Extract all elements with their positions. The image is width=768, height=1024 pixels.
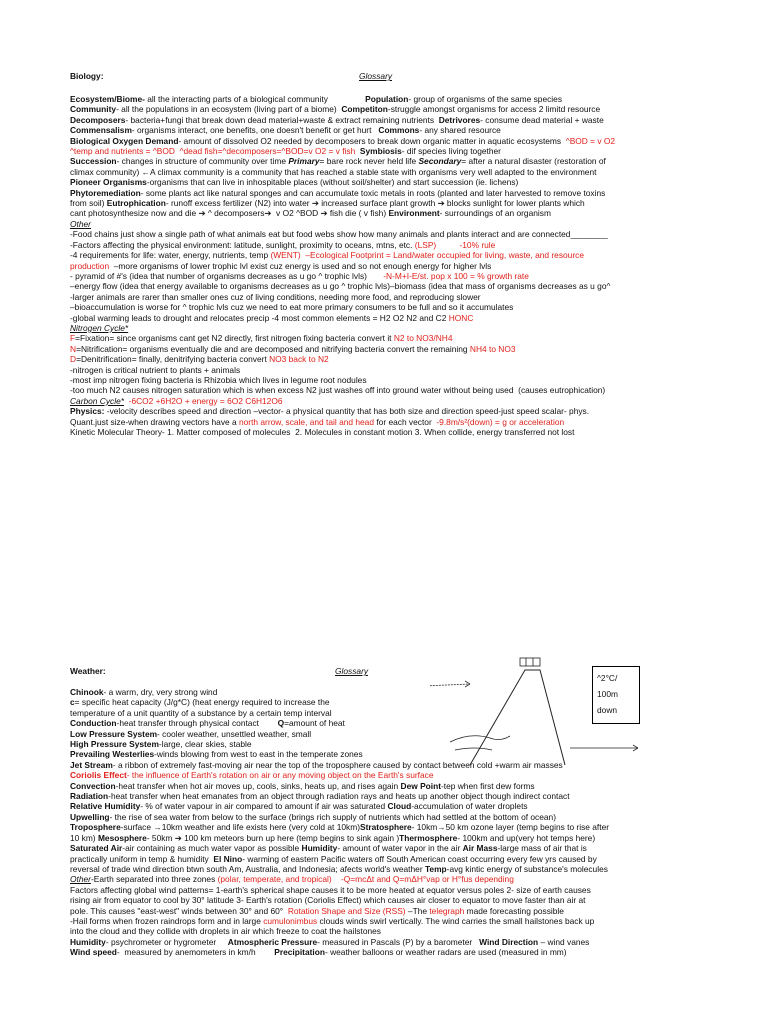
biology-text-segment: Ecosystem/Biome- [70, 94, 145, 104]
weather-text-segment: - 50km ➔ 100 km meteors burn up here (temp begins to sink again ) [146, 832, 400, 843]
weather-text-segment: telegraph [429, 905, 465, 916]
biology-text-segment: north arrow, scale, and tail and head [238, 416, 375, 427]
biology-text-segment: - runoff excess fertilizer (N2) into water ➔ increased surface plant growth ➔ blocks sunlight for lower plants which [165, 198, 585, 209]
biology-text-segment: Kinetic Molecular Theory- 1. Matter composed of molecules 2. Molecules in constant motion 3. When collide, energy transferred not lost [70, 427, 575, 437]
biology-text-segment: Symbiosis [359, 146, 402, 157]
weather-line [70, 916, 609, 926]
weather-text-segment: Radiation [70, 791, 109, 802]
biology-text-segment: -N-M+I-E/st. pop x 100 = % growth rate [383, 270, 529, 281]
biology-line [70, 302, 615, 312]
biology-glossary-heading: Glossary [359, 71, 393, 81]
biology-text-segment: –more organisms of lower trophic lvl exist cuz energy is used and so not enough energy for higher lvls [109, 260, 492, 271]
biology-text-segment: - surroundings of an organism [439, 208, 551, 219]
biology-line [70, 167, 615, 177]
weather-text-segment: Humidity [301, 843, 338, 854]
lapse-rate-line-2: 100m [597, 689, 618, 699]
weather-text-segment: Saturated Air [70, 843, 123, 854]
biology-text-segment: Biological Oxygen Demand [70, 135, 179, 146]
weather-text-segment: 10 km) [70, 832, 98, 843]
biology-text-segment: Competiton [341, 104, 388, 115]
biology-text-segment: - dif species living together [401, 146, 501, 157]
biology-text-segment: Succession [70, 156, 117, 167]
weather-text-segment: Temp [424, 863, 447, 874]
biology-text-segment: Nitrogen Cycle* [70, 322, 129, 333]
biology-text-segment: -10% rule [459, 239, 496, 250]
biology-text-segment: = after a natural disaster (restoration of [461, 156, 606, 167]
biology-text-segment: - pyramid of #'s (idea that number of organisms decreases as u go ^ trophic lvls) [70, 270, 384, 281]
weather-text-segment: -winds blowing from west to east in the temperate zones [154, 749, 363, 760]
weather-line [70, 843, 609, 853]
biology-line [70, 250, 615, 260]
weather-text-segment: = specific heat capacity (J/g*C) (heat energy required to increase the [74, 697, 330, 708]
biology-text-segment: Environment [388, 208, 440, 219]
weather-text-segment: (polar, temperate, and tropical) [217, 874, 332, 885]
biology-text-segment: - group of organisms of the same species [408, 94, 563, 104]
weather-text-segment: Conduction [70, 718, 117, 729]
weather-text-segment: practically uniform in temp & humidity [70, 853, 214, 864]
weather-text-segment: Convection [70, 780, 116, 791]
biology-text-segment: Carbon Cycle* [70, 395, 124, 406]
biology-line [70, 229, 615, 239]
biology-text-segment: -most imp nitrogen fixing bacteria is Rhizobia which lives in legume root nodules [70, 374, 367, 385]
weather-text-segment: Prevailing Westerlies [70, 749, 155, 760]
weather-line [70, 906, 609, 916]
weather-text-segment: -large mass of air that is [497, 843, 587, 854]
biology-text-segment: -Factors affecting the physical environment: latitude, sunlight, proximity to oceans, mtns, etc. [70, 239, 415, 250]
biology-text-segment: Community [70, 104, 117, 115]
weather-text-segment: Rotation Shape and Size (RSS) [287, 905, 406, 916]
weather-title: Weather: [70, 666, 106, 676]
biology-text-segment: –bioaccumulation is worse for ^ trophic lvls cuz we need to eat more primary consumers to be full and so it accumulates [70, 302, 514, 313]
biology-text-segment: -too much N2 causes nitrogen saturation which is when excess N2 just washes off into ground water without being used (causes eutrophication) [70, 385, 606, 396]
wind-path-2 [455, 748, 492, 750]
biology-text-segment: climax community) ←A climax community is a community that has reached a stable state with organisms very well adapted to the environment [70, 166, 597, 177]
biology-text-segment: -4 requirements for life: water, energy, nutrients, temp [70, 250, 271, 261]
weather-text-segment: - warming of eastern Pacific waters off South American coast occurring every few yrs caused by [242, 853, 597, 864]
biology-line [70, 177, 615, 187]
weather-text-segment: El Nino [213, 853, 243, 864]
wind-path-1 [450, 736, 510, 742]
weather-text-segment: -avg kintic energy of substance's molecules [446, 863, 608, 874]
weather-text-segment: Factors affecting global wind patterns= 1-earth's spherical shape causes it to be more heated at equator versus poles 2- size of earth causes [70, 884, 591, 895]
biology-text-segment: –energy flow (idea that energy available to organisms decreases as u go ^ trophic lvls)–biomass (idea that mass of organisms decreases as u go^ [70, 281, 611, 292]
weather-line [70, 781, 609, 791]
biology-line [70, 385, 615, 395]
biology-line [70, 208, 615, 218]
biology-line [70, 219, 615, 229]
biology-text-segment: D [70, 354, 77, 365]
biology-text-segment: Commons [378, 125, 420, 136]
weather-text-segment: - a warm, dry, very strong wind [103, 687, 218, 697]
biology-text-segment: from soil) [70, 198, 107, 209]
weather-text-segment: - psychrometer or hygrometer [105, 936, 228, 947]
weather-text-segment: -large, clear skies, stable [158, 739, 252, 750]
biology-text-segment: Eutrophication [106, 198, 166, 209]
weather-text-segment: Dew Point [400, 780, 441, 791]
biology-text-segment: ^BOD = v O2 [565, 135, 616, 146]
biology-text-segment: Quant.just size-when drawing vectors have a [70, 416, 239, 427]
weather-text-segment: Chinook [70, 687, 104, 697]
biology-text-segment: Primary [288, 156, 320, 167]
biology-text-segment: - some plants act like natural sponges and can accumulate toxic metals in roots (planted and later harvested to remove toxins [140, 187, 606, 198]
weather-line [70, 822, 609, 832]
weather-text-segment: High Pressure System [70, 739, 159, 750]
weather-text-segment: Precipitation [274, 947, 325, 958]
weather-text-segment: Mesosphere [97, 832, 147, 843]
biology-line [70, 261, 615, 271]
cloud-icon [520, 658, 540, 666]
biology-line [70, 292, 615, 302]
biology-line [70, 406, 615, 416]
biology-text-segment: -6CO2 +6H2O + energy = 6O2 C6H12O6 [128, 395, 283, 406]
biology-line [70, 198, 615, 208]
biology-text-segment: F [70, 333, 76, 344]
weather-text-segment: into the cloud and they collide with droplets in air which freeze to coat the hailstones [70, 926, 381, 937]
biology-header [70, 71, 710, 81]
biology-line [70, 115, 615, 125]
biology-notes [70, 94, 615, 437]
biology-line [70, 396, 615, 406]
biology-text-segment: Decomposers [70, 114, 126, 125]
weather-text-segment: Thermosphere [399, 832, 458, 843]
biology-text-segment: N2 to NO3/NH4 [393, 333, 453, 344]
weather-text-segment: pole. This causes "east-west" winds between 30° and 60° [70, 905, 288, 916]
biology-text-segment: Population [365, 94, 409, 104]
biology-title: Biology: [70, 71, 104, 81]
biology-line [70, 94, 615, 104]
biology-line [70, 156, 615, 166]
weather-text-segment: - the influence of Earth's rotation on air or any moving object on the Earth's surface [126, 770, 434, 781]
weather-text-segment: -air containing as much water vapor as possible [122, 843, 302, 854]
biology-line [70, 333, 615, 343]
biology-text-segment: for each vector [374, 416, 437, 427]
weather-line [70, 885, 609, 895]
biology-text-segment: - bacteria+fungi that break down dead material+waste & extract remaining nutrients [125, 114, 439, 125]
biology-line [70, 354, 615, 364]
weather-text-segment: =amount of heat [284, 718, 345, 729]
weather-text-segment: Wind Direction [479, 936, 539, 947]
mountain-outline [470, 670, 565, 765]
biology-text-segment: =Denitrification= finally, denitrifying bacteria convert [76, 354, 270, 365]
biology-text-segment: =Fixation= since organisms cant get N2 directly, first nitrogen fixing bacteria convert it [75, 333, 394, 344]
weather-line [70, 937, 609, 947]
weather-line [70, 947, 609, 957]
biology-text-segment: (LSP) [414, 239, 437, 250]
biology-text-segment: = bare rock never held life [319, 156, 419, 167]
biology-text-segment: -organisms that can live in inhospitable places (without soil/shelter) and start succession (ie. lichens) [146, 177, 519, 188]
biology-text-segment: ^temp and nutrients = ^BOD ^dead fish=^decomposers=^BOD=v O2 = v fish [70, 146, 356, 157]
weather-text-segment: Jet Stream [70, 759, 113, 770]
weather-text-segment: Upwelling [70, 811, 110, 822]
weather-text-segment: clouds winds swirl vertically. The wind carries the small hailstones back up [317, 915, 595, 926]
biology-line [70, 313, 615, 323]
weather-text-segment: reversal of trade wind direction btwn south Am, Australia, and Indonesia; afects world's weather [70, 863, 425, 874]
weather-text-segment: - weather balloons or weather radars are used (measured in mm) [324, 947, 567, 958]
weather-text-segment: made forecasting possible [464, 905, 564, 916]
weather-text-segment: - % of water vapour in air compared to amount if air was saturated [140, 801, 388, 812]
weather-text-segment: Air Mass [462, 843, 498, 854]
biology-text-segment: -struggle amongst organisms for access 2 limitd resource [387, 104, 601, 115]
weather-line [70, 874, 609, 884]
biology-line [70, 136, 615, 146]
biology-text-segment: Detrivores [438, 114, 481, 125]
weather-text-segment: Relative Humidity [70, 801, 141, 812]
biology-text-segment: cant photosynthesize now and die ➔ ^ decomposers➔ v O2 ^BOD ➔ fish die ( v fish) [70, 208, 389, 219]
weather-text-segment: cumulonimbus [263, 915, 318, 926]
biology-text-segment: -global warming leads to drought and relocates precip -4 most common elements = H2 O2 N2 and C2 [70, 312, 449, 323]
biology-text-segment: - any shared resource [419, 125, 501, 136]
weather-line [70, 801, 609, 811]
weather-line [70, 833, 609, 843]
lapse-rate-line-3: down [597, 705, 618, 715]
weather-text-segment: Other [70, 874, 91, 885]
biology-text-segment: - organisms interact, one benefits, one doesn't benefit or get hurt [131, 125, 379, 136]
weather-text-segment: - the rise of sea water from below to the surface (brings rich supply of nutrients which had settled at the bottom of ocean) [109, 811, 556, 822]
chinook-arrow-line [430, 684, 470, 692]
biology-text-segment [436, 240, 459, 250]
biology-text-segment: Pioneer Organisms [70, 177, 147, 188]
biology-line [70, 281, 615, 291]
biology-text-segment: - consume dead material + waste [480, 114, 604, 125]
lapse-rate-label-box [592, 666, 640, 724]
lapse-rate-line-1: ^2°C/ [597, 673, 618, 683]
weather-text-segment: -heat transfer when heat emanates from an object through radiation rays and heats up another object though indirect contact [108, 791, 570, 802]
biology-text-segment: =Nitrification= organisms eventually die and are decomposed and nitrifying bacteria convert the remaining [76, 343, 470, 354]
weather-text-segment: Q [277, 718, 285, 729]
biology-text-segment: Physics: [70, 406, 105, 417]
weather-text-segment [332, 874, 341, 884]
weather-text-segment: Troposphere [70, 822, 121, 833]
biology-line [70, 344, 615, 354]
weather-text-segment: - amount of water vapor in the air [337, 843, 463, 854]
biology-text-segment: HONC [448, 312, 474, 323]
biology-line [70, 240, 615, 250]
weather-text-segment: - measured by anemometers in km/h [116, 947, 275, 958]
weather-text-segment: Atmospheric Pressure [227, 936, 318, 947]
biology-line [70, 323, 615, 333]
weather-text-segment: -Q=mcΔt and Q=mΔH°vap or H°fus depending [340, 874, 514, 885]
weather-text-segment: - 10km→50 km ozone layer (temp begins to rise after [411, 822, 610, 833]
weather-text-segment: -Earth separated into three zones [90, 874, 218, 885]
biology-text-segment: -9.8m/s²(down) = g or acceleration [436, 416, 565, 427]
weather-line [70, 926, 609, 936]
weather-line [70, 770, 609, 780]
weather-line [70, 791, 609, 801]
biology-text-segment: N [70, 343, 77, 354]
weather-text-segment: –The [405, 905, 430, 916]
weather-text-segment: Coriolis Effect [70, 770, 127, 781]
biology-line [70, 104, 615, 114]
weather-text-segment: c [70, 697, 75, 708]
weather-text-segment: Wind speed [70, 947, 117, 958]
weather-text-segment: Low Pressure System [70, 728, 158, 739]
weather-text-segment: – wind vanes [538, 936, 590, 947]
biology-line [70, 188, 615, 198]
weather-text-segment: -heat transfer through physical contact [116, 718, 278, 729]
weather-line [70, 895, 609, 905]
weather-text-segment: -Hail forms when frozen raindrops form and in large [70, 915, 264, 926]
biology-text-segment: - changes in structure of community over time [116, 156, 289, 167]
weather-line [70, 812, 609, 822]
weather-text-segment: temperature of a unit quantity of a substance by a certain temp interval [70, 707, 332, 718]
weather-text-segment: - cooler weather, unsettled weather, small [157, 728, 312, 739]
biology-text-segment: (WENT) –Ecological Footprint = Land/water occupied for living, waste, and resource [270, 250, 584, 261]
biology-line [70, 375, 615, 385]
weather-text-segment: Stratosphere [359, 822, 412, 833]
biology-text-segment: -larger animals are rarer than smaller ones cuz of living conditions, needing more food, and reproducing slower [70, 291, 481, 302]
biology-text-segment: -Food chains just show a single path of what animals eat but food webs show how many animals and plants interact and are connected________ [70, 229, 608, 240]
weather-text-segment: rising air from equator to cool by 30° latitude 3- Earth's rotation (Coriolis Effect) which causes air closer to equator to move faster than air at [70, 895, 586, 906]
biology-text-segment: NH4 to NO3 [469, 343, 516, 354]
weather-text-segment: Humidity [70, 936, 106, 947]
biology-line [70, 365, 615, 375]
biology-line [70, 271, 615, 281]
biology-text-segment: NO3 back to N2 [269, 354, 329, 365]
weather-text-segment: -surface →10km weather and life exists here (very cold at 10km) [120, 822, 360, 833]
biology-text-segment: - all the populations in an ecosystem (living part of a biome) [116, 104, 342, 115]
weather-text-segment: Cloud [387, 801, 412, 812]
biology-line [70, 427, 615, 437]
biology-text-segment: production [70, 260, 110, 271]
weather-text-segment: -tep when first dew forms [441, 780, 535, 791]
biology-line [70, 125, 615, 135]
biology-text-segment: -nitrogen is critical nutrient to plants + animals [70, 364, 241, 375]
biology-text-segment: Secondary [418, 156, 462, 167]
weather-text-segment: -accumulation of water droplets [411, 801, 528, 812]
biology-line [70, 417, 615, 427]
biology-text-segment: Phytoremediation [70, 187, 141, 198]
biology-text-segment: Commensalism [70, 125, 132, 136]
biology-line [70, 146, 615, 156]
biology-text-segment: Other [70, 218, 91, 229]
weather-text-segment: -heat transfer when hot air moves up, cools, sinks, heats up, and rises again [115, 780, 401, 791]
weather-text-segment: - 100km and up(very hot temps here) [457, 832, 596, 843]
biology-text-segment: -velocity describes speed and direction –vector- a physical quantity that has both size and direction speed-just speed scalar- phys. [104, 406, 590, 417]
weather-line [70, 854, 609, 864]
biology-text-segment: - amount of dissolved O2 needed by decomposers to break down organic matter in aquatic ecosystems [178, 135, 566, 146]
weather-text-segment: - measured in Pascals (P) by a barometer [317, 936, 480, 947]
biology-text-segment: all the interacting parts of a biological community [144, 94, 366, 104]
weather-line [70, 864, 609, 874]
weather-text-segment: - a ribbon of extremely fast-moving air near the top of the troposphere caused by contact between cold +warm air masses [112, 759, 563, 770]
weather-glossary-heading: Glossary [335, 666, 369, 676]
